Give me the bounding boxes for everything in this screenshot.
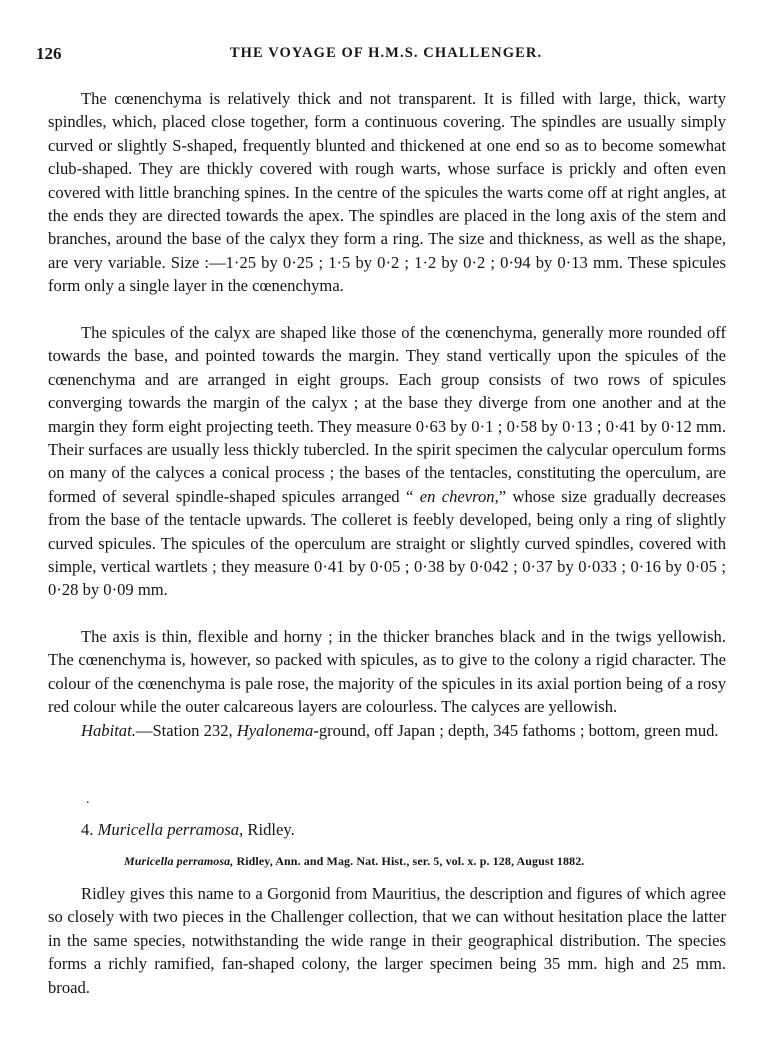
paragraph-axis: The axis is thin, flexible and horny ; in the thicker branches black and in the twigs yellowish. The cœnenchyma is, however, so packed with spicules, as to give to the colony a rigid character. The colour of the cœnenchyma is pale rose, the majority of the spicules in its axial portion being of a rosy red colour while the outer calcareous layers are colourless. The calyces are yellowish. [48,627,726,717]
page-header [36,44,736,66]
paragraph-text: The spicules of the calyx are shaped like those of the cœnenchyma, generally more rounded off towards the base, and pointed towards the margin. They stand vertically upon the spicules of the cœnenchyma and are arranged in eight groups. Each group consists of two rows of spicules converging towards the margin of the calyx ; at the base they diverge from one another and at the margin they form eight projecting teeth. They measure 0·63 by 0·1 ; 0·58 by 0·13 ; 0·41 by 0·12 mm. Their surfaces are usually less thickly tubercled. In the spirit specimen the calycular operculum forms on many of the calyces a conical process ; the bases of the tentacles, constituting the operculum, are formed of several spindle-shaped spicules arranged “ [48,323,726,506]
habitat-label: Habitat. [81,721,136,740]
species-name: Muricella perramosa, [97,820,244,839]
running-title: THE VOYAGE OF H.M.S. CHALLENGER. [229,45,543,61]
citation-text: Ridley, Ann. and Mag. Nat. Hist., ser. 5, vol. x. p. 128, August 1882. [236,854,585,868]
species-number: 4. [81,820,94,839]
italic-term: en chevron, [419,486,499,506]
paragraph-text: ” whose size gradually decreases from the base of the tentacle upwards. The colleret is feebly developed, being only a ring of slightly curved spicules. The spicules of the operculum are straight or slightly curved spindles, covered with simple, vertical wartlets ; they measure 0·41 by 0·05 ; 0·38 by 0·042 ; 0·37 by 0·033 ; 0·16 by 0·05 ; 0·28 by 0·09 mm. [48,486,726,600]
stray-dot: . [86,792,90,807]
species-heading [81,820,295,840]
paragraph-habitat [48,719,726,742]
paragraph-calyx-spicules [48,321,726,602]
page-number: 126 [36,44,62,63]
citation [124,854,584,869]
citation-name: Muricella perramosa, [124,854,234,868]
italic-term: Hyalonema [236,721,314,740]
paragraph-ridley: Ridley gives this name to a Gorgonid from Mauritius, the description and figures of which agree so closely with two pieces in the Challenger collection, that we can without hesitation place the latter in the same species, notwithstanding the wide range in their geographical distribution. The species forms a richly ramified, fan-shaped colony, the larger specimen being 35 mm. high and 25 mm. broad. [48,884,726,997]
paragraph-text: -ground, off Japan ; depth, 345 fathoms ; bottom, green mud. [313,721,719,740]
species-author: Ridley. [247,820,295,839]
paragraph-text: —Station 232, [135,721,237,740]
paragraph-coenenchyma: The cœnenchyma is relatively thick and not transparent. It is filled with large, thick, warty spindles, which, placed close together, form a continuous covering. The spindles are usually simply curved or slightly S-shaped, frequently blunted and thickened at one end so as to become somewhat club-shaped. They are thickly covered with rough warts, whose surface is prickly and often even covered with little branching spines. In the centre of the spicules the warts come off at right angles, at the ends they are directed towards the apex. The spindles are placed in the long axis of the stem and branches, around the base of the calyx they form a ring. The size and thickness, as well as the shape, are very variable. Size :—1·25 by 0·25 ; 1·5 by 0·2 ; 1·2 by 0·2 ; 0·94 by 0·13 mm. These spicules form only a single layer in the cœnenchyma. [48,89,726,296]
